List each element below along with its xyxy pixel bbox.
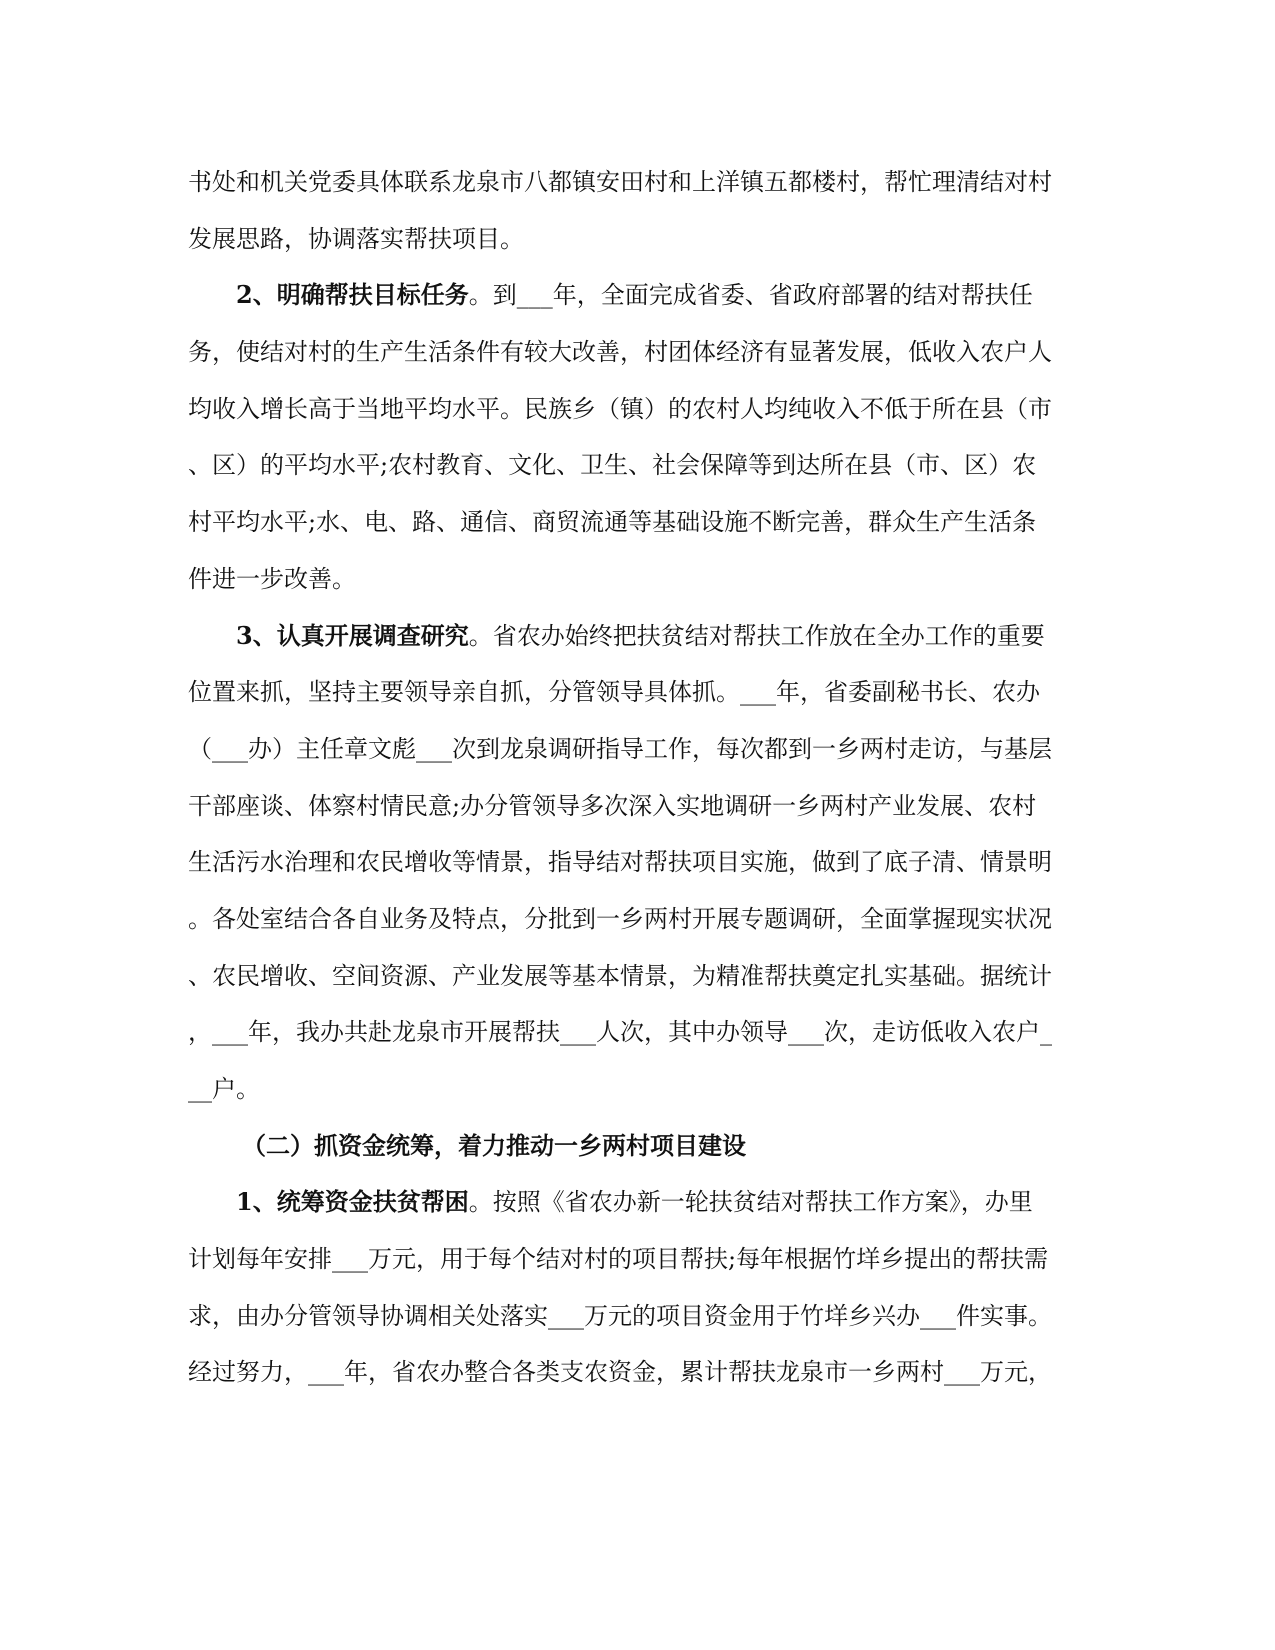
paragraph-line <box>188 1004 1088 1061</box>
item-heading: 1、统筹资金扶贫帮困 <box>236 1187 469 1217</box>
line-text: 。省农办始终把扶贫结对帮扶工作放在全办工作的重要 <box>468 621 1045 650</box>
section-heading-text: （二）抓资金统筹，着力推动一乡两村项目建设 <box>242 1130 746 1160</box>
paragraph-line <box>188 948 1088 1005</box>
paragraph-line <box>188 1174 1088 1231</box>
paragraph-line <box>188 267 1088 324</box>
line-text: 位置来抓，坚持主要领导亲自抓，分管领导具体抓。___年，省委副秘书长、农办 <box>188 678 1040 707</box>
line-text: ，___年，我办共赴龙泉市开展帮扶___人次，其中办领导___次，走访低收入农户_ <box>188 1018 1052 1047</box>
document-body <box>188 154 1088 1401</box>
paragraph-line <box>188 211 1088 268</box>
paragraph-line <box>188 381 1088 438</box>
paragraph-line <box>188 721 1088 778</box>
paragraph-line <box>188 608 1088 665</box>
line-text: 。到___年，全面完成省委、省政府部署的结对帮扶任 <box>468 281 1033 310</box>
line-text: 经过努力，___年，省农办整合各类支农资金，累计帮扶龙泉市一乡两村___万元， <box>188 1358 1052 1387</box>
paragraph-line <box>188 1061 1088 1118</box>
line-text: __户。 <box>188 1075 260 1103</box>
paragraph-line <box>188 324 1088 381</box>
paragraph-line <box>188 1288 1088 1345</box>
paragraph-line <box>188 891 1088 948</box>
item-heading: 2、明确帮扶目标任务 <box>236 280 469 310</box>
paragraph-line <box>188 778 1088 835</box>
line-text: 。按照《省农办新一轮扶贫结对帮扶工作方案》，办里 <box>468 1188 1033 1217</box>
line-text: 求，由办分管领导协调相关处落实___万元的项目资金用于竹垟乡兴办___件实事。 <box>188 1301 1052 1330</box>
paragraph-line <box>188 1231 1088 1288</box>
line-text: 、农民增收、空间资源、产业发展等基本情景，为精准帮扶奠定扎实基础。据统计 <box>188 961 1052 990</box>
section-heading <box>188 1118 1088 1175</box>
line-text: 务，使结对村的生产生活条件有较大改善，村团体经济有显著发展，低收入农户人 <box>188 338 1052 367</box>
item-heading: 3、认真开展调查研究 <box>236 620 469 650</box>
paragraph-line <box>188 494 1088 551</box>
paragraph-line <box>188 437 1088 494</box>
line-text: （___办）主任章文彪___次到龙泉调研指导工作，每次都到一乡两村走访，与基层 <box>188 734 1052 763</box>
line-text: 村平均水平;水、电、路、通信、商贸流通等基础设施不断完善，群众生产生活条 <box>188 508 1037 537</box>
line-text: 书处和机关党委具体联系龙泉市八都镇安田村和上洋镇五都楼村，帮忙理清结对村 <box>188 168 1052 196</box>
line-text: 发展思路，协调落实帮扶项目。 <box>188 224 524 253</box>
line-text: 计划每年安排___万元，用于每个结对村的项目帮扶;每年根据竹垟乡提出的帮扶需 <box>188 1245 1049 1274</box>
paragraph-line <box>188 154 1088 211</box>
line-text: 均收入增长高于当地平均水平。民族乡（镇）的农村人均纯收入不低于所在县（市 <box>188 394 1052 423</box>
line-text: 件进一步改善。 <box>188 564 356 593</box>
line-text: 干部座谈、体察村情民意;办分管领导多次深入实地调研一乡两村产业发展、农村 <box>188 791 1037 820</box>
paragraph-line <box>188 1344 1088 1401</box>
line-text: 。各处室结合各自业务及特点，分批到一乡两村开展专题调研，全面掌握现实状况 <box>188 904 1052 933</box>
line-text: 、区）的平均水平;农村教育、文化、卫生、社会保障等到达所在县（市、区）农 <box>188 451 1037 480</box>
line-text: 生活污水治理和农民增收等情景，指导结对帮扶项目实施，做到了底子清、情景明 <box>188 848 1052 877</box>
paragraph-line <box>188 834 1088 891</box>
paragraph-line <box>188 551 1088 608</box>
paragraph-line <box>188 664 1088 721</box>
